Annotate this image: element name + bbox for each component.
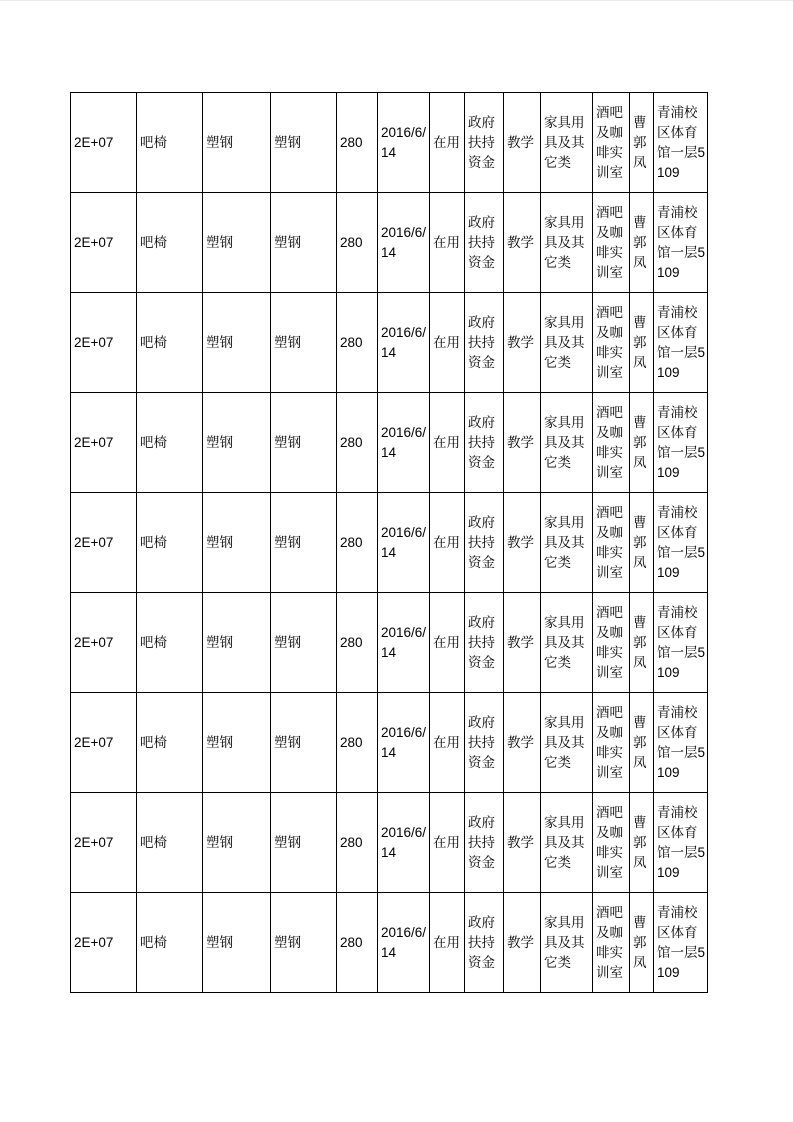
cell-custodian: 曹郭凤 bbox=[630, 93, 654, 193]
cell-asset-id: 2E+07 bbox=[71, 593, 137, 693]
cell-location: 青浦校区体育馆一层5109 bbox=[654, 893, 708, 993]
cell-asset-id: 2E+07 bbox=[71, 693, 137, 793]
cell-purchase-date: 2016/6/14 bbox=[378, 93, 430, 193]
table-row bbox=[71, 493, 708, 593]
asset-table bbox=[70, 92, 708, 993]
cell-asset-id: 2E+07 bbox=[71, 493, 137, 593]
cell-purchase-date: 2016/6/14 bbox=[378, 893, 430, 993]
cell-asset-name: 吧椅 bbox=[137, 293, 203, 393]
cell-funding-source: 政府扶持资金 bbox=[465, 893, 504, 993]
cell-room: 酒吧及咖啡实训室 bbox=[593, 93, 630, 193]
cell-model: 塑钢 bbox=[203, 593, 271, 693]
cell-material: 塑钢 bbox=[271, 493, 337, 593]
cell-custodian: 曹郭凤 bbox=[630, 393, 654, 493]
cell-asset-id: 2E+07 bbox=[71, 393, 137, 493]
asset-table-body bbox=[71, 93, 708, 993]
cell-category: 家具用具及其它类 bbox=[541, 693, 593, 793]
cell-unit-price: 280 bbox=[337, 593, 378, 693]
cell-usage: 教学 bbox=[504, 193, 541, 293]
cell-category: 家具用具及其它类 bbox=[541, 793, 593, 893]
cell-unit-price: 280 bbox=[337, 493, 378, 593]
cell-purchase-date: 2016/6/14 bbox=[378, 293, 430, 393]
cell-asset-id: 2E+07 bbox=[71, 193, 137, 293]
cell-location: 青浦校区体育馆一层5109 bbox=[654, 293, 708, 393]
cell-status: 在用 bbox=[430, 393, 465, 493]
cell-unit-price: 280 bbox=[337, 393, 378, 493]
cell-purchase-date: 2016/6/14 bbox=[378, 693, 430, 793]
cell-asset-name: 吧椅 bbox=[137, 493, 203, 593]
cell-usage: 教学 bbox=[504, 493, 541, 593]
cell-status: 在用 bbox=[430, 693, 465, 793]
cell-material: 塑钢 bbox=[271, 93, 337, 193]
cell-model: 塑钢 bbox=[203, 693, 271, 793]
cell-custodian: 曹郭凤 bbox=[630, 793, 654, 893]
cell-funding-source: 政府扶持资金 bbox=[465, 593, 504, 693]
cell-unit-price: 280 bbox=[337, 793, 378, 893]
cell-asset-name: 吧椅 bbox=[137, 593, 203, 693]
cell-material: 塑钢 bbox=[271, 793, 337, 893]
cell-unit-price: 280 bbox=[337, 293, 378, 393]
cell-asset-name: 吧椅 bbox=[137, 693, 203, 793]
cell-usage: 教学 bbox=[504, 693, 541, 793]
cell-room: 酒吧及咖啡实训室 bbox=[593, 693, 630, 793]
table-row bbox=[71, 593, 708, 693]
cell-usage: 教学 bbox=[504, 593, 541, 693]
cell-funding-source: 政府扶持资金 bbox=[465, 93, 504, 193]
cell-category: 家具用具及其它类 bbox=[541, 593, 593, 693]
cell-unit-price: 280 bbox=[337, 893, 378, 993]
cell-asset-id: 2E+07 bbox=[71, 293, 137, 393]
cell-custodian: 曹郭凤 bbox=[630, 493, 654, 593]
cell-model: 塑钢 bbox=[203, 793, 271, 893]
cell-location: 青浦校区体育馆一层5109 bbox=[654, 693, 708, 793]
cell-room: 酒吧及咖啡实训室 bbox=[593, 493, 630, 593]
cell-material: 塑钢 bbox=[271, 193, 337, 293]
cell-status: 在用 bbox=[430, 793, 465, 893]
cell-asset-name: 吧椅 bbox=[137, 393, 203, 493]
cell-room: 酒吧及咖啡实训室 bbox=[593, 793, 630, 893]
cell-material: 塑钢 bbox=[271, 893, 337, 993]
cell-room: 酒吧及咖啡实训室 bbox=[593, 193, 630, 293]
cell-usage: 教学 bbox=[504, 793, 541, 893]
cell-unit-price: 280 bbox=[337, 93, 378, 193]
cell-location: 青浦校区体育馆一层5109 bbox=[654, 793, 708, 893]
cell-model: 塑钢 bbox=[203, 893, 271, 993]
cell-custodian: 曹郭凤 bbox=[630, 893, 654, 993]
cell-category: 家具用具及其它类 bbox=[541, 393, 593, 493]
cell-usage: 教学 bbox=[504, 93, 541, 193]
table-row bbox=[71, 193, 708, 293]
cell-purchase-date: 2016/6/14 bbox=[378, 493, 430, 593]
cell-material: 塑钢 bbox=[271, 393, 337, 493]
cell-purchase-date: 2016/6/14 bbox=[378, 793, 430, 893]
cell-funding-source: 政府扶持资金 bbox=[465, 293, 504, 393]
table-row bbox=[71, 293, 708, 393]
cell-funding-source: 政府扶持资金 bbox=[465, 393, 504, 493]
cell-category: 家具用具及其它类 bbox=[541, 193, 593, 293]
table-row bbox=[71, 393, 708, 493]
cell-funding-source: 政府扶持资金 bbox=[465, 693, 504, 793]
cell-purchase-date: 2016/6/14 bbox=[378, 193, 430, 293]
cell-unit-price: 280 bbox=[337, 193, 378, 293]
cell-material: 塑钢 bbox=[271, 593, 337, 693]
cell-asset-id: 2E+07 bbox=[71, 793, 137, 893]
cell-location: 青浦校区体育馆一层5109 bbox=[654, 393, 708, 493]
cell-custodian: 曹郭凤 bbox=[630, 593, 654, 693]
cell-room: 酒吧及咖啡实训室 bbox=[593, 393, 630, 493]
cell-location: 青浦校区体育馆一层5109 bbox=[654, 193, 708, 293]
cell-model: 塑钢 bbox=[203, 93, 271, 193]
cell-status: 在用 bbox=[430, 593, 465, 693]
cell-status: 在用 bbox=[430, 493, 465, 593]
cell-funding-source: 政府扶持资金 bbox=[465, 493, 504, 593]
cell-custodian: 曹郭凤 bbox=[630, 693, 654, 793]
cell-status: 在用 bbox=[430, 893, 465, 993]
cell-room: 酒吧及咖啡实训室 bbox=[593, 893, 630, 993]
cell-material: 塑钢 bbox=[271, 693, 337, 793]
cell-usage: 教学 bbox=[504, 893, 541, 993]
cell-purchase-date: 2016/6/14 bbox=[378, 393, 430, 493]
cell-model: 塑钢 bbox=[203, 493, 271, 593]
table-row bbox=[71, 893, 708, 993]
cell-status: 在用 bbox=[430, 193, 465, 293]
cell-model: 塑钢 bbox=[203, 393, 271, 493]
cell-status: 在用 bbox=[430, 293, 465, 393]
cell-asset-name: 吧椅 bbox=[137, 93, 203, 193]
cell-custodian: 曹郭凤 bbox=[630, 193, 654, 293]
cell-asset-name: 吧椅 bbox=[137, 193, 203, 293]
cell-usage: 教学 bbox=[504, 393, 541, 493]
cell-category: 家具用具及其它类 bbox=[541, 893, 593, 993]
cell-asset-name: 吧椅 bbox=[137, 893, 203, 993]
cell-purchase-date: 2016/6/14 bbox=[378, 593, 430, 693]
cell-location: 青浦校区体育馆一层5109 bbox=[654, 493, 708, 593]
cell-usage: 教学 bbox=[504, 293, 541, 393]
cell-material: 塑钢 bbox=[271, 293, 337, 393]
cell-model: 塑钢 bbox=[203, 293, 271, 393]
cell-category: 家具用具及其它类 bbox=[541, 493, 593, 593]
cell-status: 在用 bbox=[430, 93, 465, 193]
cell-unit-price: 280 bbox=[337, 693, 378, 793]
cell-category: 家具用具及其它类 bbox=[541, 293, 593, 393]
cell-location: 青浦校区体育馆一层5109 bbox=[654, 93, 708, 193]
page-top-edge bbox=[0, 0, 793, 1]
cell-room: 酒吧及咖啡实训室 bbox=[593, 593, 630, 693]
cell-asset-id: 2E+07 bbox=[71, 893, 137, 993]
cell-funding-source: 政府扶持资金 bbox=[465, 193, 504, 293]
cell-asset-id: 2E+07 bbox=[71, 93, 137, 193]
cell-asset-name: 吧椅 bbox=[137, 793, 203, 893]
cell-model: 塑钢 bbox=[203, 193, 271, 293]
cell-funding-source: 政府扶持资金 bbox=[465, 793, 504, 893]
cell-location: 青浦校区体育馆一层5109 bbox=[654, 593, 708, 693]
cell-room: 酒吧及咖啡实训室 bbox=[593, 293, 630, 393]
table-row bbox=[71, 93, 708, 193]
table-row bbox=[71, 793, 708, 893]
cell-category: 家具用具及其它类 bbox=[541, 93, 593, 193]
cell-custodian: 曹郭凤 bbox=[630, 293, 654, 393]
table-row bbox=[71, 693, 708, 793]
